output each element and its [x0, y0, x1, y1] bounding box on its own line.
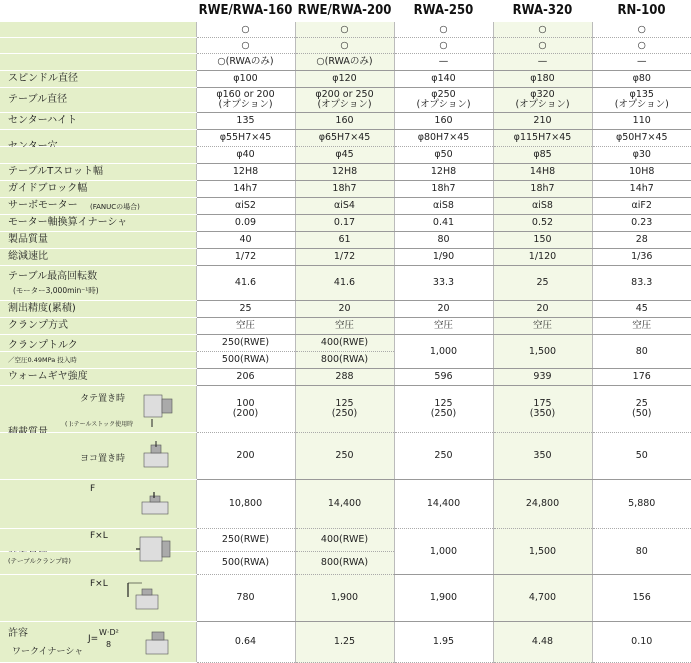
value-cell: 1,900	[295, 575, 394, 622]
value-cell: 12H8	[295, 164, 394, 181]
value-cell: 1.25	[295, 622, 394, 663]
row-label-cell	[0, 249, 196, 266]
spec-row	[0, 249, 691, 266]
value-cell: 0.09	[196, 215, 295, 232]
value-cell: 135	[196, 113, 295, 130]
col-header: RWE/RWA-200	[297, 3, 392, 19]
value-cell: φ135 (オプション)	[592, 88, 691, 113]
value-cell: 125 (250)	[394, 386, 493, 433]
value-cell: φ50H7×45	[592, 130, 691, 147]
value-cell: 5,880	[592, 480, 691, 529]
row-label: 許容	[8, 627, 28, 639]
value-cell: 1/36	[592, 249, 691, 266]
value-cell: ○	[493, 38, 592, 54]
value-cell: 250(RWE)	[196, 335, 295, 352]
value-cell: 80	[592, 529, 691, 575]
row-label: クランプトルク	[8, 339, 78, 351]
row-label-cell	[0, 335, 196, 352]
value-cell: 12H8	[196, 164, 295, 181]
spec-row	[0, 22, 691, 38]
value-cell: 0.64	[196, 622, 295, 663]
label-annotation: F	[90, 484, 96, 494]
spec-row	[0, 38, 691, 54]
value-cell: ○	[295, 22, 394, 38]
rotary-table-diagram-icon	[136, 533, 174, 567]
row-label: スピンドル直径	[8, 72, 78, 84]
value-cell: 空圧	[592, 318, 691, 335]
value-cell: 1,500	[493, 529, 592, 575]
value-cell: φ140	[394, 71, 493, 88]
value-cell: 20	[295, 301, 394, 318]
value-cell: 0.52	[493, 215, 592, 232]
value-cell: 40	[196, 232, 295, 249]
spec-row	[0, 215, 691, 232]
value-cell: 20	[493, 301, 592, 318]
value-cell: 33.3	[394, 266, 493, 301]
value-cell: —	[493, 54, 592, 71]
value-cell: 12H8	[394, 164, 493, 181]
spec-row	[0, 71, 691, 88]
value-cell: 200	[196, 433, 295, 480]
value-cell: 24,800	[493, 480, 592, 529]
value-cell: 125 (250)	[295, 386, 394, 433]
value-cell: 14h7	[196, 181, 295, 198]
row-label-cell	[0, 232, 196, 249]
value-cell: 4.48	[493, 622, 592, 663]
value-cell: 10,800	[196, 480, 295, 529]
value-cell: 1.95	[394, 622, 493, 663]
row-label: 総減速比	[8, 250, 48, 262]
value-cell: 1,000	[394, 335, 493, 369]
value-cell: 0.17	[295, 215, 394, 232]
value-cell: 61	[295, 232, 394, 249]
row-label-cell	[0, 164, 196, 181]
col-header: RN-100	[617, 3, 666, 19]
label-annotation: W·D²	[99, 628, 119, 637]
row-label: テーブル直径	[8, 93, 68, 105]
value-cell: 350	[493, 433, 592, 480]
value-cell: 1/72	[295, 249, 394, 266]
value-cell: 156	[592, 575, 691, 622]
value-cell: αiS8	[394, 198, 493, 215]
value-cell: 175 (350)	[493, 386, 592, 433]
value-cell: 596	[394, 369, 493, 386]
row-label: センターハイト	[8, 114, 78, 126]
value-cell: φ115H7×45	[493, 130, 592, 147]
value-cell: 800(RWA)	[295, 352, 394, 369]
label-annotation: F×L	[90, 531, 108, 541]
value-cell: 25	[493, 266, 592, 301]
value-cell: ○	[493, 22, 592, 38]
value-cell: ○(RWAのみ)	[295, 54, 394, 71]
label-annotation: (テーブルクランプ時)	[8, 557, 71, 565]
value-cell: 939	[493, 369, 592, 386]
row-label-cell	[0, 369, 196, 386]
row-label-cell	[0, 54, 196, 71]
value-cell: 400(RWE)	[295, 335, 394, 352]
value-cell: 14h7	[592, 181, 691, 198]
value-cell: 1/72	[196, 249, 295, 266]
value-cell: 250	[295, 433, 394, 480]
label-annotation: 8	[106, 640, 112, 649]
label-annotation: F×L	[90, 579, 108, 589]
label-annotation: (モーター3,000min⁻¹時)	[13, 286, 99, 295]
rotary-table-diagram-icon	[142, 628, 172, 658]
value-cell: αiS2	[196, 198, 295, 215]
spec-row	[0, 181, 691, 198]
value-cell: —	[592, 54, 691, 71]
value-cell: 210	[493, 113, 592, 130]
value-cell: ○	[295, 38, 394, 54]
value-cell: ○	[196, 22, 295, 38]
rotary-table-diagram-icon	[126, 581, 166, 615]
value-cell: 18h7	[493, 181, 592, 198]
value-cell: ○(RWAのみ)	[196, 54, 295, 71]
row-label-cell	[0, 38, 196, 54]
value-cell: 18h7	[295, 181, 394, 198]
value-cell: 80	[592, 335, 691, 369]
spec-row	[0, 266, 691, 301]
row-label: ガイドブロック幅	[8, 182, 88, 194]
value-cell: 110	[592, 113, 691, 130]
value-cell: φ40	[196, 147, 295, 164]
spec-row	[0, 232, 691, 249]
header-row	[0, 0, 691, 22]
spec-row	[0, 369, 691, 386]
value-cell: 空圧	[196, 318, 295, 335]
row-label: ウォームギヤ強度	[8, 370, 88, 382]
value-cell: φ80H7×45	[394, 130, 493, 147]
value-cell: φ200 or 250 (オプション)	[295, 88, 394, 113]
value-cell: 160	[394, 113, 493, 130]
value-cell: 空圧	[493, 318, 592, 335]
value-cell: 10H8	[592, 164, 691, 181]
value-cell: φ80	[592, 71, 691, 88]
value-cell: 14,400	[394, 480, 493, 529]
value-cell: 176	[592, 369, 691, 386]
value-cell: 14H8	[493, 164, 592, 181]
label-annotation: ( ):テールストック使用時	[65, 421, 134, 428]
value-cell: φ85	[493, 147, 592, 164]
value-cell: αiF2	[592, 198, 691, 215]
row-label: モーター軸換算イナーシャ	[8, 216, 128, 228]
value-cell: 4,700	[493, 575, 592, 622]
value-cell: 45	[592, 301, 691, 318]
rotary-table-diagram-icon	[138, 439, 178, 473]
value-cell: ○	[592, 22, 691, 38]
col-header: RWE/RWA-160	[198, 3, 293, 19]
value-cell: 1/90	[394, 249, 493, 266]
value-cell: 500(RWA)	[196, 552, 295, 575]
row-label-cell	[0, 130, 196, 147]
row-label-cell	[0, 88, 196, 113]
row-label-cell	[0, 181, 196, 198]
row-label-cell	[0, 113, 196, 130]
value-cell: ○	[394, 22, 493, 38]
header-blank	[0, 0, 196, 22]
value-cell: 25	[196, 301, 295, 318]
value-cell: φ65H7×45	[295, 130, 394, 147]
spec-row	[0, 147, 691, 164]
row-label: 割出精度(累積)	[8, 302, 76, 314]
spec-row	[0, 335, 691, 352]
row-label-cell	[0, 22, 196, 38]
col-header: RWA-250	[413, 3, 474, 19]
value-cell: ○	[394, 38, 493, 54]
value-cell: φ55H7×45	[196, 130, 295, 147]
value-cell: 50	[592, 433, 691, 480]
row-label: サーボモーター	[8, 199, 78, 211]
value-cell: 空圧	[295, 318, 394, 335]
row-label-cell	[0, 147, 196, 164]
value-cell: 160	[295, 113, 394, 130]
label-annotation: タテ置き時	[80, 394, 126, 404]
row-label: クランプ方式	[8, 319, 68, 331]
value-cell: 800(RWA)	[295, 552, 394, 575]
spec-row	[0, 88, 691, 113]
value-cell: 25 (50)	[592, 386, 691, 433]
value-cell: 780	[196, 575, 295, 622]
value-cell: 400(RWE)	[295, 529, 394, 552]
spec-row	[0, 113, 691, 130]
col-header: RWA-320	[512, 3, 573, 19]
value-cell: ○	[196, 38, 295, 54]
value-cell: φ120	[295, 71, 394, 88]
value-cell: 250	[394, 433, 493, 480]
spec-row	[0, 164, 691, 181]
row-label-cell	[0, 215, 196, 232]
value-cell: 41.6	[295, 266, 394, 301]
row-label-cell	[0, 71, 196, 88]
value-cell: 0.41	[394, 215, 493, 232]
value-cell: φ45	[295, 147, 394, 164]
value-cell: 83.3	[592, 266, 691, 301]
row-label: 製品質量	[8, 233, 48, 245]
value-cell: 80	[394, 232, 493, 249]
label-annotation: (FANUCの場合)	[90, 202, 140, 211]
value-cell: 18h7	[394, 181, 493, 198]
value-cell: 14,400	[295, 480, 394, 529]
value-cell: 41.6	[196, 266, 295, 301]
label-annotation: ／空圧0.49MPa 投入時	[8, 356, 77, 364]
value-cell: 0.23	[592, 215, 691, 232]
label-annotation: ワークイナーシャ	[12, 647, 84, 657]
rotary-table-diagram-icon	[138, 389, 178, 429]
value-cell: φ320 (オプション)	[493, 88, 592, 113]
value-cell: αiS8	[493, 198, 592, 215]
rotary-table-diagram-icon	[138, 492, 174, 522]
value-cell: 20	[394, 301, 493, 318]
spec-row	[0, 130, 691, 147]
value-cell: 1,500	[493, 335, 592, 369]
value-cell: 288	[295, 369, 394, 386]
spec-row	[0, 480, 691, 529]
value-cell: 500(RWA)	[196, 352, 295, 369]
label-annotation: ヨコ置き時	[80, 454, 126, 464]
value-cell: φ30	[592, 147, 691, 164]
spec-row	[0, 318, 691, 335]
value-cell: φ50	[394, 147, 493, 164]
value-cell: 0.10	[592, 622, 691, 663]
value-cell: —	[394, 54, 493, 71]
value-cell: φ250 (オプション)	[394, 88, 493, 113]
spec-row	[0, 54, 691, 71]
row-label-cell	[0, 318, 196, 335]
value-cell: 1/120	[493, 249, 592, 266]
value-cell: ○	[592, 38, 691, 54]
value-cell: 1,900	[394, 575, 493, 622]
row-label: テーブル最高回転数	[8, 270, 98, 282]
spec-row	[0, 301, 691, 318]
row-label: テーブルTスロット幅	[8, 165, 104, 177]
label-annotation: J=	[88, 634, 99, 644]
value-cell: φ180	[493, 71, 592, 88]
value-cell: αiS4	[295, 198, 394, 215]
value-cell: 28	[592, 232, 691, 249]
value-cell: φ100	[196, 71, 295, 88]
value-cell: φ160 or 200 (オプション)	[196, 88, 295, 113]
row-label-cell	[0, 301, 196, 318]
value-cell: 206	[196, 369, 295, 386]
value-cell: 1,000	[394, 529, 493, 575]
value-cell: 100 (200)	[196, 386, 295, 433]
value-cell: 150	[493, 232, 592, 249]
value-cell: 空圧	[394, 318, 493, 335]
value-cell: 250(RWE)	[196, 529, 295, 552]
